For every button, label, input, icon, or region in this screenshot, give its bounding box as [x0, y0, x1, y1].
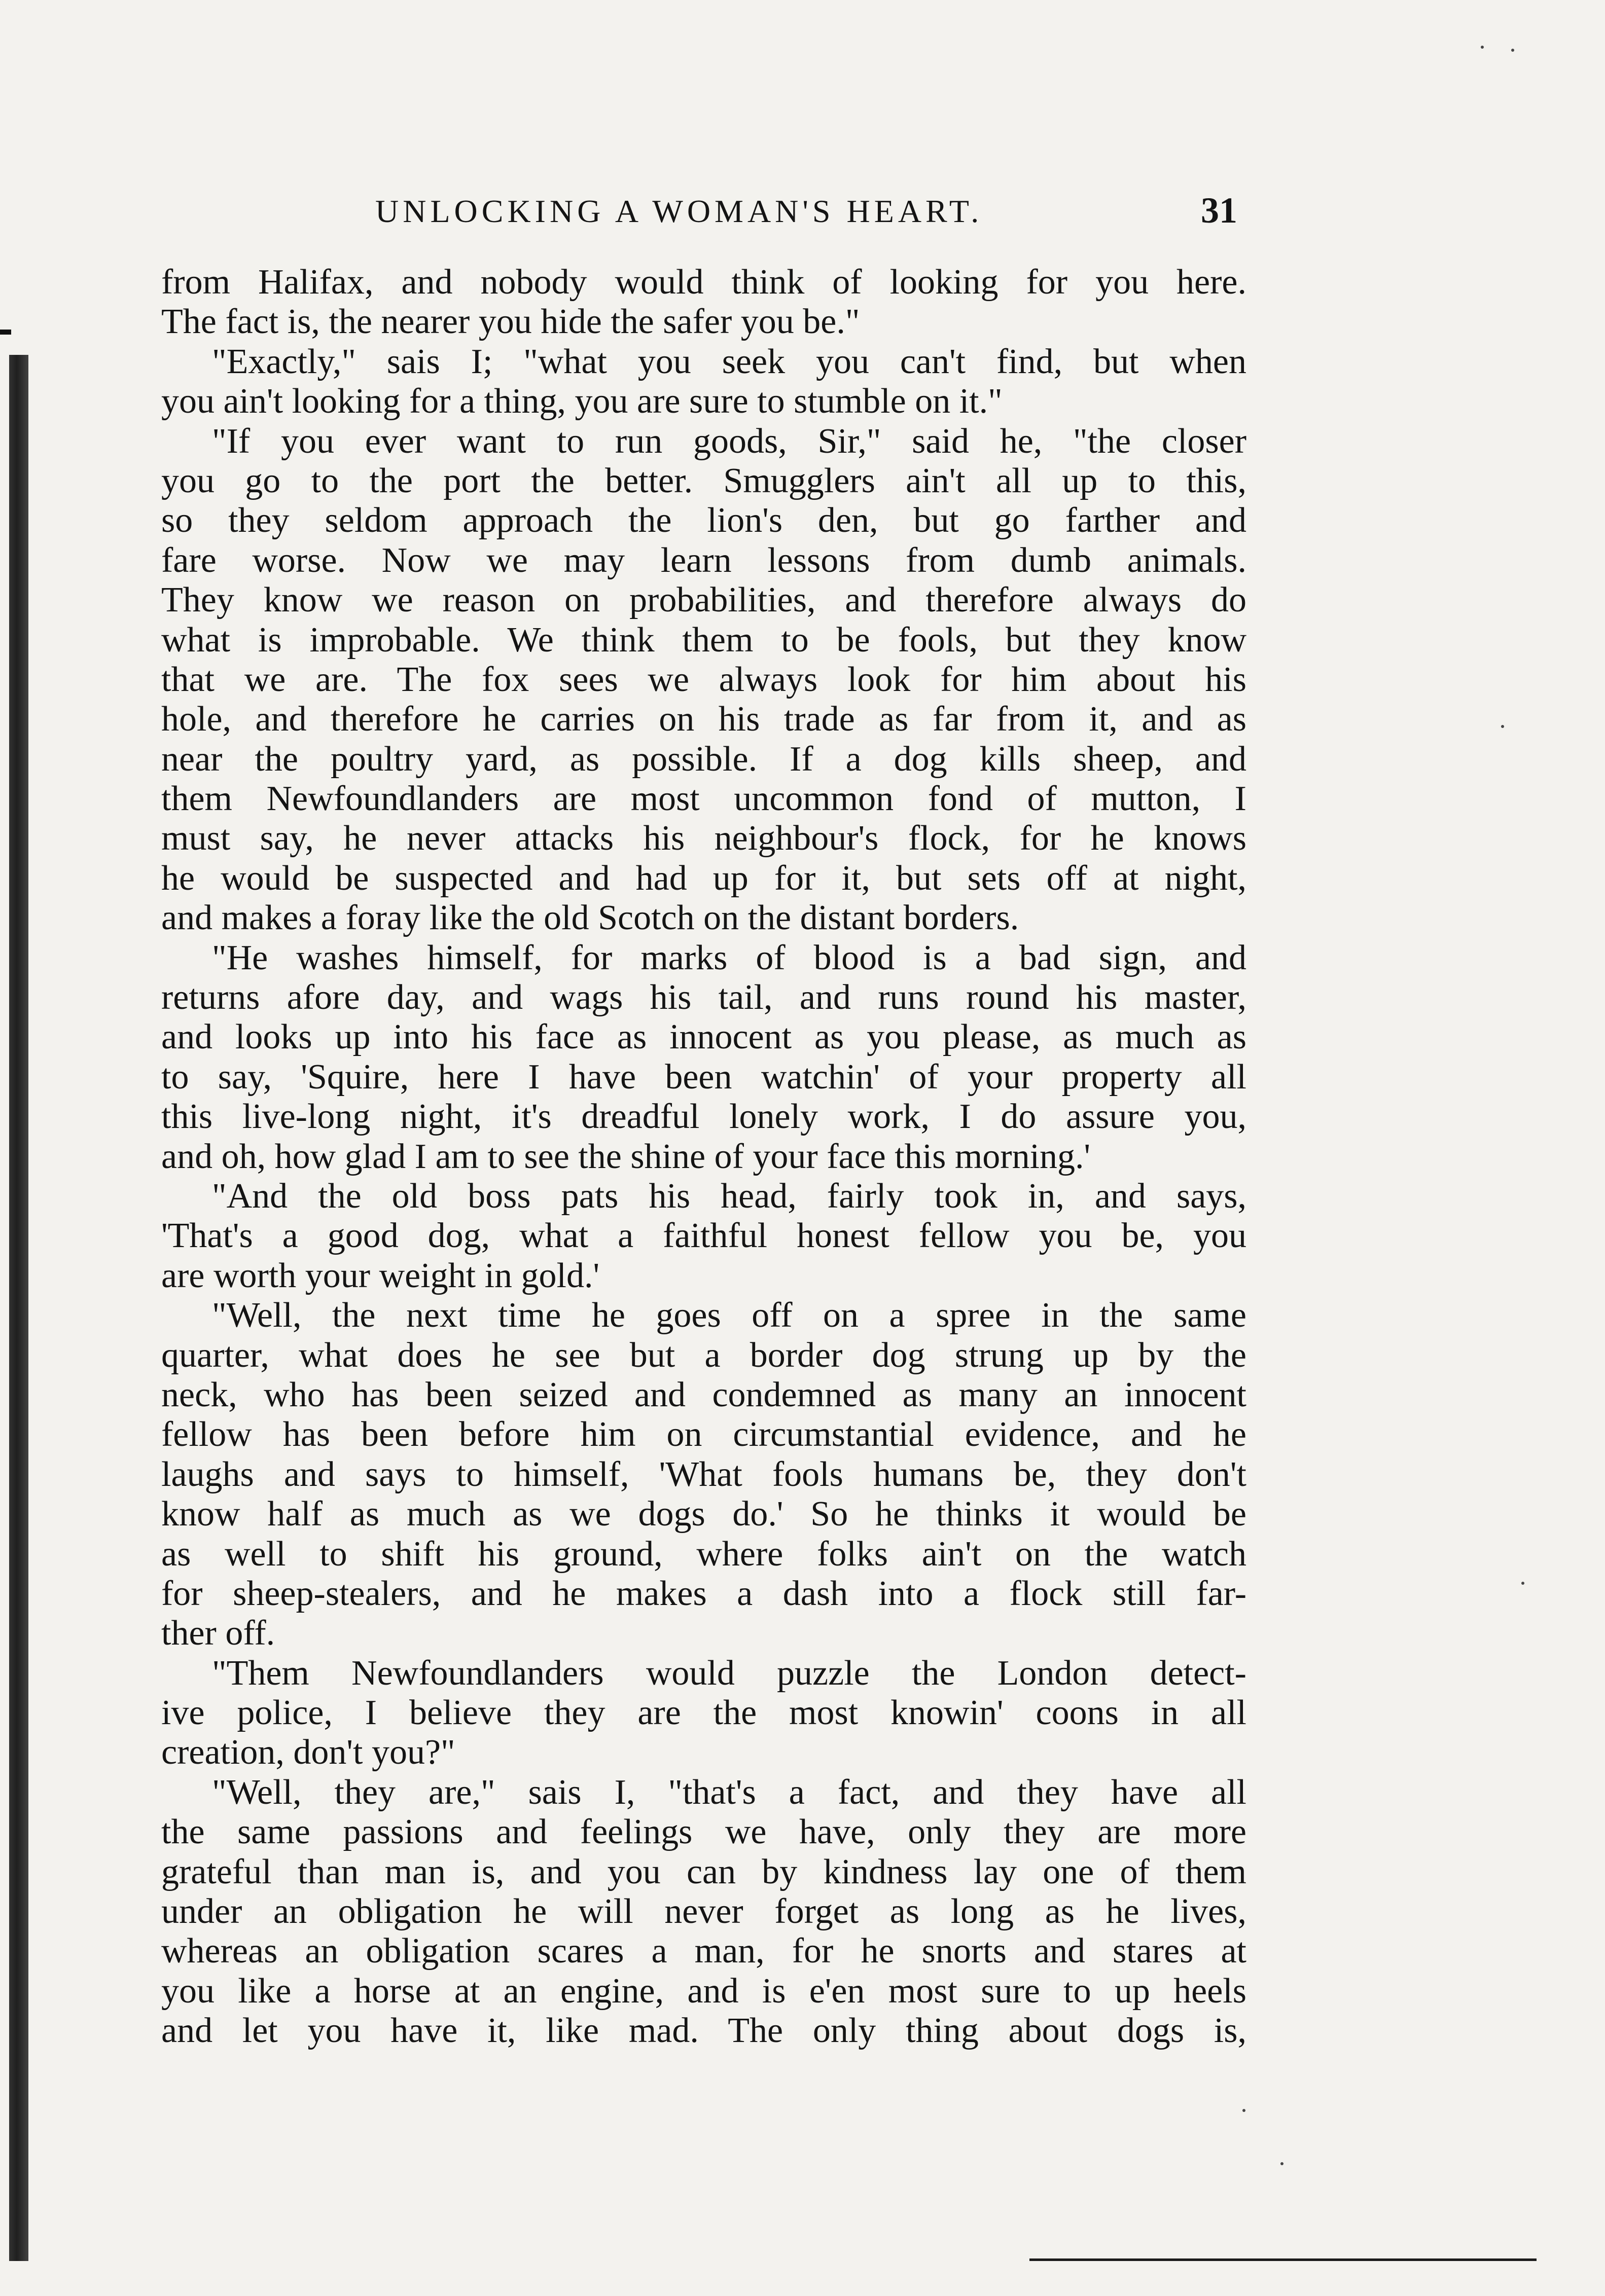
text-line: "Exactly," sais I; "what you seek you can't find, but when	[212, 342, 1246, 381]
text-line: for sheep-stealers, and he makes a dash into a flock still far-	[161, 1574, 1246, 1613]
text-line: he would be suspected and had up for it, but sets off at night,	[161, 858, 1246, 898]
text-line: and let you have it, like mad. The only thing about dogs is,	[161, 2011, 1246, 2051]
scan-speck	[1481, 46, 1484, 49]
text-line: and looks up into his face as innocent as you please, as much as	[161, 1017, 1246, 1057]
running-title: UNLOCKING A WOMAN'S HEART.	[375, 193, 983, 229]
text-line: whereas an obligation scares a man, for he snorts and stares at	[161, 1931, 1246, 1971]
text-line: must say, he never attacks his neighbour's flock, for he knows	[161, 819, 1246, 858]
text-line: from Halifax, and nobody would think of looking for you here.	[161, 263, 1246, 302]
text-line: as well to shift his ground, where folks ain't on the watch	[161, 1534, 1246, 1574]
text-line: quarter, what does he see but a border dog strung up by the	[161, 1335, 1246, 1375]
scan-speck	[1501, 725, 1504, 728]
text-line: "He washes himself, for marks of blood is a bad sign, and	[212, 938, 1246, 977]
binding-edge	[9, 355, 28, 2261]
text-line: "And the old boss pats his head, fairly took in, and says,	[212, 1176, 1246, 1216]
scan-speck	[1521, 1582, 1524, 1585]
footer-rule	[1029, 2258, 1537, 2261]
text-line: know half as much as we dogs do.' So he thinks it would be	[161, 1495, 1246, 1534]
text-line: and oh, how glad I am to see the shine of your face this morning.'	[161, 1137, 1091, 1176]
text-line: you like a horse at an engine, and is e'en most sure to up heels	[161, 1971, 1246, 2011]
text-line: "If you ever want to run goods, Sir," said he, "the closer	[212, 421, 1246, 461]
text-line: you ain't looking for a thing, you are sure to stumble on it."	[161, 382, 1003, 421]
text-line: neck, who has been seized and condemned as many an innocent	[161, 1375, 1246, 1414]
text-line: so they seldom approach the lion's den, but go farther and	[161, 501, 1246, 540]
text-line: laughs and says to himself, 'What fools humans be, they don't	[161, 1454, 1246, 1494]
page-number: 31	[1201, 190, 1237, 231]
text-line: returns afore day, and wags his tail, and runs round his master,	[161, 978, 1246, 1017]
text-line: grateful than man is, and you can by kindness lay one of them	[161, 1852, 1246, 1891]
text-line: ive police, I believe they are the most knowin' coons in all	[161, 1693, 1246, 1733]
text-line: fellow has been before him on circumstantial evidence, and he	[161, 1415, 1246, 1454]
text-line: the same passions and feelings we have, only they are more	[161, 1812, 1246, 1852]
text-line: near the poultry yard, as possible. If a dog kills sheep, and	[161, 739, 1246, 779]
text-line: ther off.	[161, 1614, 275, 1653]
text-line: that we are. The fox sees we always look for him about his	[161, 660, 1246, 699]
text-line: to say, 'Squire, here I have been watchin' of your property all	[161, 1057, 1246, 1097]
text-line: They know we reason on probabilities, and therefore always do	[161, 580, 1246, 620]
text-line: hole, and therefore he carries on his trade as far from it, and as	[161, 700, 1246, 739]
text-line: under an obligation he will never forget as long as he lives,	[161, 1892, 1246, 1931]
text-line: and makes a foray like the old Scotch on the distant borders.	[161, 898, 1019, 938]
scan-speck	[1280, 2162, 1283, 2165]
text-line: are worth your weight in gold.'	[161, 1256, 600, 1295]
text-line: 'That's a good dog, what a faithful honest fellow you be, you	[161, 1216, 1246, 1256]
text-line: this live-long night, it's dreadful lonely work, I do assure you,	[161, 1097, 1246, 1137]
text-line: "Them Newfoundlanders would puzzle the London detect-	[212, 1653, 1246, 1693]
text-line: creation, don't you?"	[161, 1733, 455, 1772]
text-line: fare worse. Now we may learn lessons from dumb animals.	[161, 540, 1246, 580]
scan-speck	[1511, 49, 1514, 52]
body-text	[161, 263, 1246, 2051]
text-line: them Newfoundlanders are most uncommon fond of mutton, I	[161, 779, 1246, 819]
text-line: what is improbable. We think them to be fools, but they know	[161, 620, 1246, 660]
running-head	[375, 190, 1237, 238]
binding-mark	[0, 330, 11, 335]
text-line: you go to the port the better. Smugglers ain't all up to this,	[161, 461, 1246, 500]
text-line: The fact is, the nearer you hide the safer you be."	[161, 302, 860, 342]
text-line: "Well, the next time he goes off on a spree in the same	[212, 1296, 1246, 1335]
text-line: "Well, they are," sais I, "that's a fact, and they have all	[212, 1772, 1246, 1812]
scan-speck	[1242, 2109, 1245, 2112]
